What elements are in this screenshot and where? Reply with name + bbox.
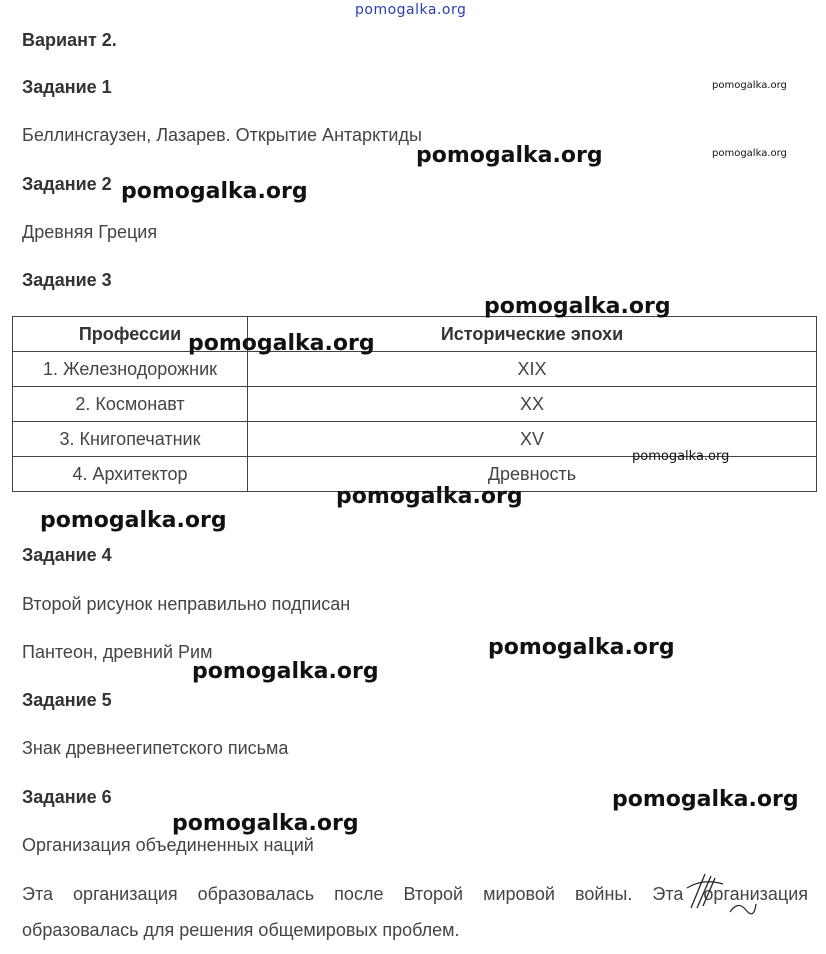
task-6-paragraph: Эта организация образовалась после Второй мировой войны. Эта организация образовалась для решения общемировых проблем.	[22, 884, 808, 940]
watermark-large: pomogalka.org	[121, 179, 308, 204]
table-cell-epoch: Древность	[248, 457, 817, 492]
pen-scribble	[728, 898, 758, 916]
watermark-large: pomogalka.org	[484, 294, 671, 319]
table-header-professions: Профессии	[13, 317, 248, 352]
task-2-heading: Задание 2	[22, 174, 112, 194]
task-6-answer: Организация объединенных наций	[22, 835, 314, 855]
task-5-answer: Знак древнеегипетского письма	[22, 738, 289, 758]
watermark-large: pomogalka.org	[192, 659, 379, 684]
professions-table	[12, 316, 817, 492]
table-cell-profession: 1. Железнодорожник	[13, 352, 248, 387]
table-cell-profession: 4. Архитектор	[13, 457, 248, 492]
table-cell-profession: 3. Книгопечатник	[13, 422, 248, 457]
task-6-heading: Задание 6	[22, 787, 112, 807]
table-cell-epoch: XX	[248, 387, 817, 422]
task-4-line-1: Второй рисунок неправильно подписан	[22, 594, 351, 614]
watermark-large: pomogalka.org	[336, 484, 523, 509]
watermark-large: pomogalka.org	[172, 811, 359, 836]
task-1-heading: Задание 1	[22, 77, 112, 97]
watermark-small: pomogalka.org	[712, 148, 787, 159]
task-1-answer: Беллинсгаузен, Лазарев. Открытие Антарктиды	[22, 125, 422, 145]
table-row	[13, 387, 817, 422]
watermark-small: pomogalka.org	[632, 449, 730, 464]
watermark-large: pomogalka.org	[188, 331, 375, 356]
watermark-small: pomogalka.org	[712, 80, 787, 91]
task-5-heading: Задание 5	[22, 690, 112, 710]
table-header-row	[13, 317, 817, 352]
task-2-answer: Древняя Греция	[22, 222, 158, 242]
table-cell-profession: 2. Космонавт	[13, 387, 248, 422]
watermark-top: pomogalka.org	[355, 2, 467, 18]
table-cell-epoch: XV	[248, 422, 817, 457]
watermark-large: pomogalka.org	[612, 787, 799, 812]
task-4-line-2: Пантеон, древний Рим	[22, 642, 213, 662]
watermark-large: pomogalka.org	[416, 143, 603, 168]
table-header-epochs: Исторические эпохи	[248, 317, 817, 352]
pen-scribble	[683, 868, 731, 912]
table-row	[13, 352, 817, 387]
task-3-heading: Задание 3	[22, 270, 112, 290]
watermark-large: pomogalka.org	[488, 635, 675, 660]
variant-title: Вариант 2.	[22, 30, 117, 50]
table-cell-epoch: XIX	[248, 352, 817, 387]
task-4-heading: Задание 4	[22, 545, 112, 565]
watermark-large: pomogalka.org	[40, 508, 227, 533]
